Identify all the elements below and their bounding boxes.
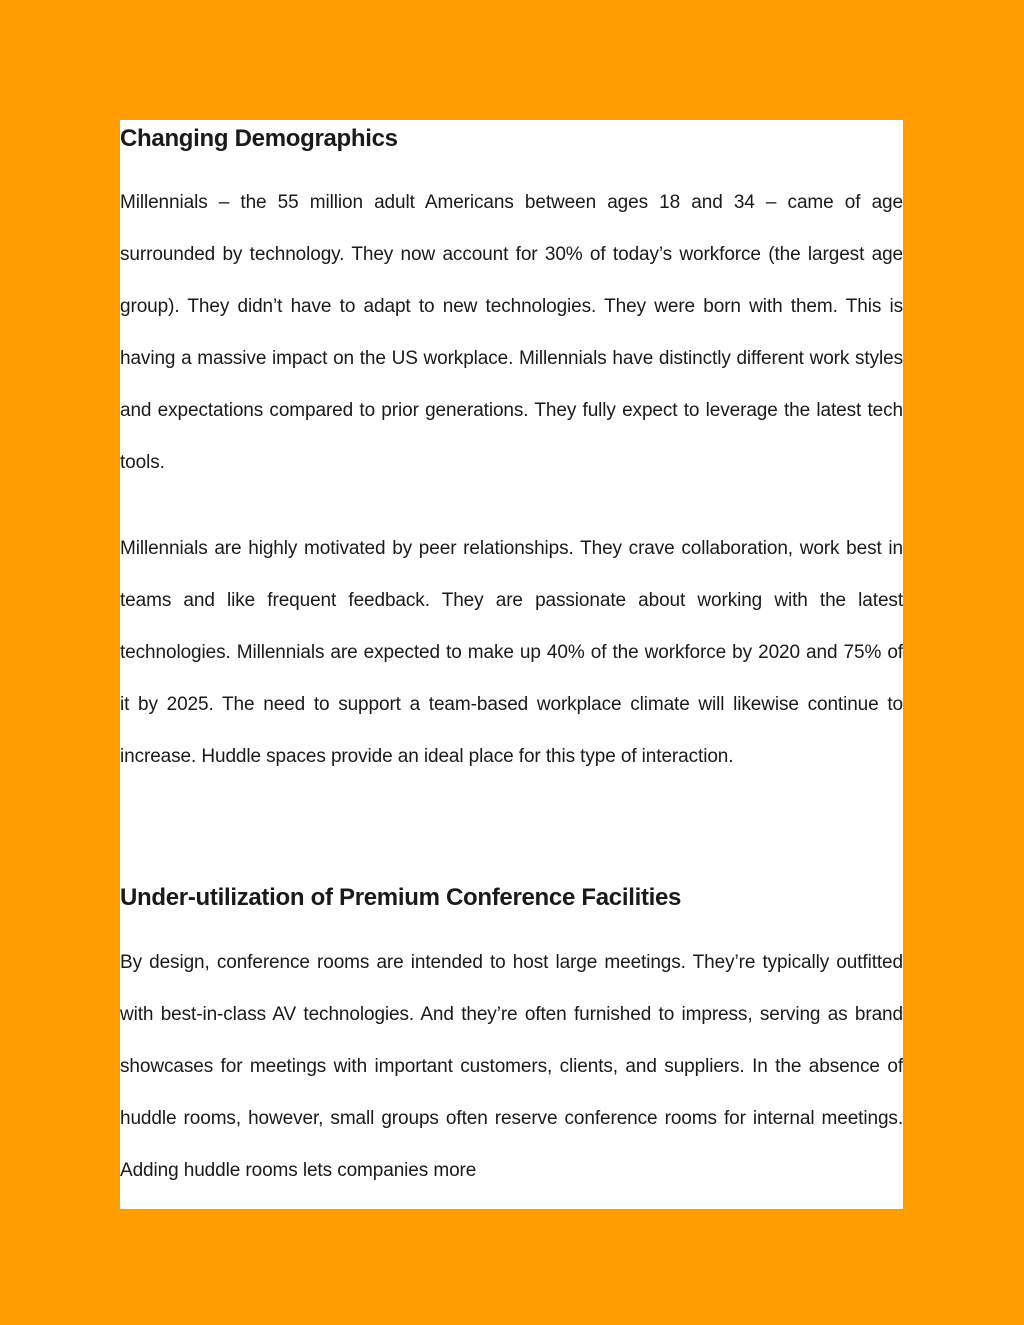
section-heading-changing-demographics: Changing Demographics: [120, 125, 398, 152]
section-heading-conference-facilities: Under-utilization of Premium Conference Facilities: [120, 884, 682, 911]
paragraph-conference-rooms: By design, conference rooms are intended to host large meetings. They’re typically outfitted with best-in-class AV technologies. And they’re often furnished to impress, serving as brand showcases for meetings with important customers, clients, and suppliers. In the absence of huddle rooms, however, small groups often reserve conference rooms for internal meetings. Adding huddle rooms lets companies more: [120, 952, 903, 1181]
document-page: [120, 120, 903, 1209]
paragraph-millennials-technology: Millennials – the 55 million adult Americans between ages 18 and 34 – came of age surrounded by technology. They now account for 30% of today’s workforce (the largest age group). They didn’t have to adapt to new technologies. They were born with them. This is having a massive impact on the US workplace. Millennials have distinctly different work styles and expectations compared to prior generations. They fully expect to leverage the latest tech tools.: [120, 192, 903, 473]
paragraph-millennials-collaboration: Millennials are highly motivated by peer relationships. They crave collaboration, work best in teams and like frequent feedback. They are passionate about working with the latest technologies. Millennials are expected to make up 40% of the workforce by 2020 and 75% of it by 2025. The need to support a team-based workplace climate will likewise continue to increase. Huddle spaces provide an ideal place for this type of interaction.: [120, 538, 903, 767]
